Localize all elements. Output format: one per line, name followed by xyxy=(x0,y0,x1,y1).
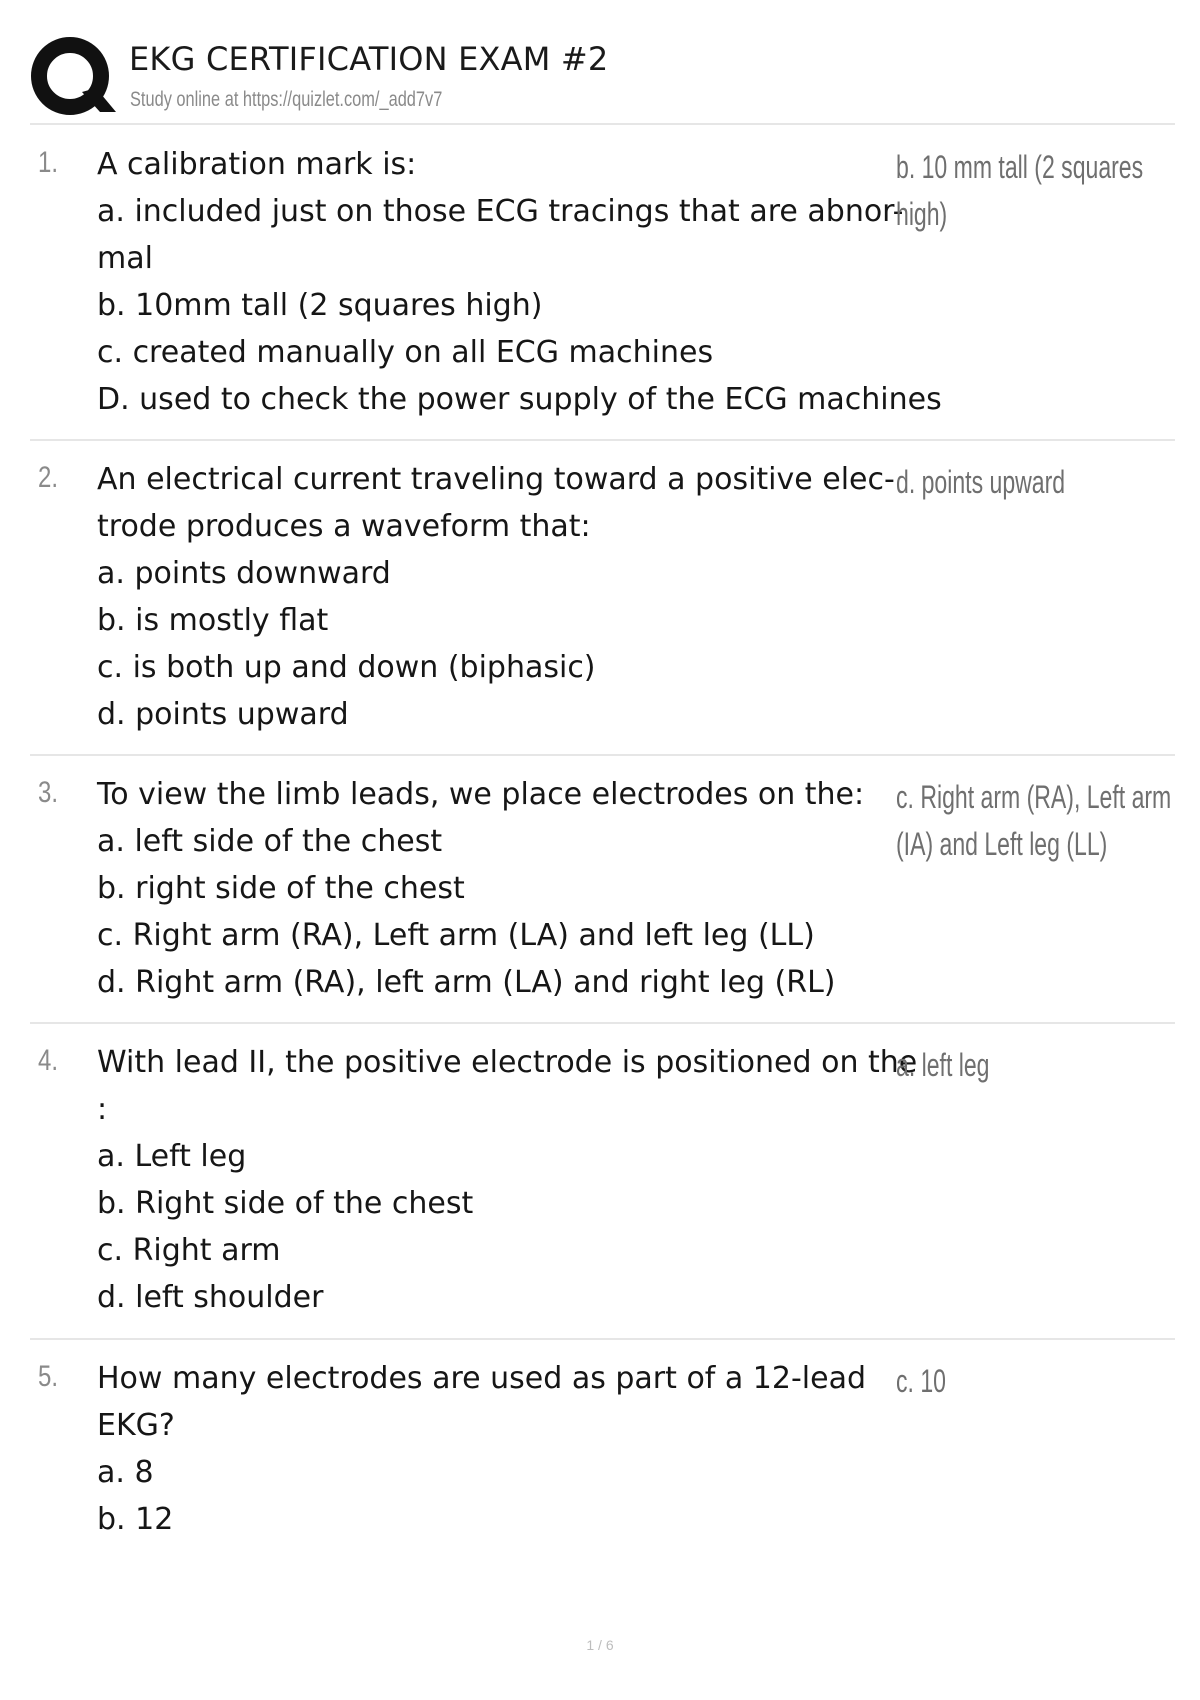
card-question xyxy=(97,771,917,1006)
answer-line: high) xyxy=(896,196,948,232)
question-line: c. Right arm xyxy=(97,1233,281,1268)
question-line: b. 12 xyxy=(97,1502,174,1537)
question-line: D. used to check the power supply of the ECG machines xyxy=(97,382,942,417)
question-line: A calibration mark is: xyxy=(97,147,417,182)
question-line: b. right side of the chest xyxy=(97,871,465,906)
question-line: d. points upward xyxy=(97,697,349,732)
question-line: c. created manually on all ECG machines xyxy=(97,335,714,370)
card-answer xyxy=(896,1042,1170,1089)
flashcard-3 xyxy=(30,756,1175,1024)
question-line: EKG? xyxy=(97,1408,175,1443)
question-line: c. Right arm (RA), Left arm (LA) and left leg (LL) xyxy=(97,918,815,953)
question-line: To view the limb leads, we place electrodes on the: xyxy=(97,777,865,812)
card-number: 1. xyxy=(38,146,59,179)
flashcard-2 xyxy=(30,441,1175,756)
question-line: a. Left leg xyxy=(97,1139,247,1174)
question-line: a. included just on those ECG tracings that are abnor- xyxy=(97,194,904,229)
card-answer xyxy=(896,1358,1170,1405)
question-line: b. is mostly flat xyxy=(97,603,329,638)
card-answer xyxy=(896,459,1170,506)
card-number: 4. xyxy=(38,1044,59,1077)
question-line: a. 8 xyxy=(97,1455,154,1490)
question-line: c. is both up and down (biphasic) xyxy=(97,650,596,685)
document-header xyxy=(30,30,1180,126)
answer-line: c. Right arm (RA), Left arm xyxy=(896,779,1172,815)
card-number: 3. xyxy=(38,776,59,809)
card-question xyxy=(97,141,942,423)
question-line: trode produces a waveform that: xyxy=(97,509,591,544)
answer-line: (IA) and Left leg (LL) xyxy=(896,826,1108,862)
question-line: mal xyxy=(97,241,153,276)
question-line: d. Right arm (RA), left arm (LA) and right leg (RL) xyxy=(97,965,836,1000)
answer-line: b. 10 mm tall (2 squares xyxy=(896,149,1144,185)
question-line: How many electrodes are used as part of a 12-lead xyxy=(97,1361,867,1396)
question-line: d. left shoulder xyxy=(97,1280,324,1315)
study-online-link-text: Study online at https://quizlet.com/_add7v7 xyxy=(130,88,443,111)
quizlet-q-logo-icon xyxy=(30,34,138,118)
card-question xyxy=(97,1355,917,1543)
flashcard-5 xyxy=(30,1340,1175,1570)
question-line: a. points downward xyxy=(97,556,391,591)
card-number: 2. xyxy=(38,461,59,494)
answer-line: d. points upward xyxy=(896,464,1066,500)
answer-line: a. left leg xyxy=(896,1047,990,1083)
question-line: b. 10mm tall (2 squares high) xyxy=(97,288,543,323)
question-line: With lead II, the positive electrode is positioned on the xyxy=(97,1045,918,1080)
page-title: EKG CERTIFICATION EXAM #2 xyxy=(129,40,609,78)
page-indicator: 1 / 6 xyxy=(586,1637,614,1653)
card-question xyxy=(97,1039,917,1321)
flashcard-1 xyxy=(30,126,1175,441)
card-answer xyxy=(896,144,1170,238)
card-number: 5. xyxy=(38,1360,59,1393)
card-answer xyxy=(896,774,1170,868)
answer-line: c. 10 xyxy=(896,1363,946,1399)
question-line: a. left side of the chest xyxy=(97,824,443,859)
question-line: : xyxy=(97,1092,108,1127)
flashcard-4 xyxy=(30,1024,1175,1340)
card-question xyxy=(97,456,917,738)
question-line: b. Right side of the chest xyxy=(97,1186,474,1221)
header-divider xyxy=(30,123,1175,125)
question-line: An electrical current traveling toward a positive elec- xyxy=(97,462,895,497)
